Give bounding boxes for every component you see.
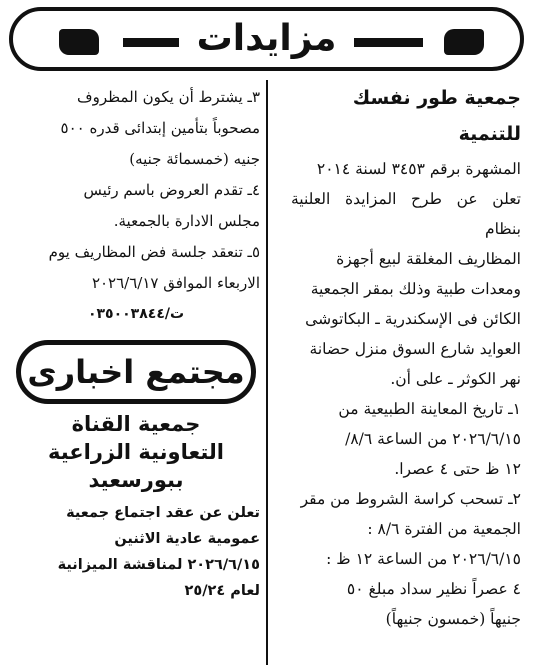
ad-line: ٢٠٢٦/٦/١٥ من الساعة ١٢ ظ : — [326, 550, 521, 568]
section-badge — [16, 340, 256, 404]
section-title: مزايدات — [179, 21, 355, 57]
ad-line: المظاريف المغلقة لبيع أجهزة — [336, 250, 521, 268]
ad-line: جنيهاً (خمسون جنيهاً) — [385, 610, 521, 628]
auction-ad-continued — [12, 82, 260, 299]
ad-line: ٤ـ تقدم العروض باسم رئيس — [83, 181, 260, 199]
ad-line: ٥ـ تنعقد جلسة فض المظاريف يوم — [48, 243, 260, 261]
header-ornament-left — [59, 29, 99, 55]
org-name: جمعية طور نفسك للتنمية — [352, 87, 521, 145]
ad-line: مصحوباً بتأمين إبتدائى قدره ٥٠٠ — [60, 119, 260, 137]
ad-line: ١٢ ظ حتى ٤ عصرا. — [394, 460, 521, 478]
section-header — [9, 7, 524, 71]
auction-ad-column — [291, 80, 521, 634]
ad-line: مجلس الادارة بالجمعية. — [113, 212, 260, 230]
coop-title-line: جمعية القناة — [71, 412, 201, 436]
column-divider — [266, 80, 268, 665]
coop-title-line: ببورسعيد — [88, 468, 184, 492]
ad-line: ٣ـ يشترط أن يكون المظروف — [77, 88, 260, 106]
ad-line: ومعدات طبية وذلك بمقر الجمعية — [310, 280, 521, 298]
ad-line: نهر الكوثر ـ على أن. — [390, 370, 521, 388]
ad-line: الكائن فى الإسكندرية ـ البكاتوشى — [305, 310, 521, 328]
badge-title: مجتمع اخبارى — [27, 353, 245, 391]
ad-line: المشهرة برقم ٣٤٥٣ لسنة ٢٠١٤ — [316, 160, 521, 178]
coop-title-line: التعاونية الزراعية — [47, 440, 225, 464]
ad-line: ٢٠٢٦/٦/١٥ من الساعة ٨/٦/ — [345, 430, 521, 448]
left-column — [12, 82, 260, 604]
coop-title — [12, 410, 260, 494]
ad-line: ١ـ تاريخ المعاينة الطبيعية من — [338, 400, 521, 418]
ad-reference: ت/٠٣٥٠٠٣٨٤٤ — [87, 306, 185, 322]
header-ornament-right — [444, 29, 484, 55]
auction-ad-body — [291, 154, 521, 634]
ad-line: جنيه (خمسمائة جنيه) — [129, 150, 260, 168]
ad-line: الاربعاء الموافق ٢٠٢٦/٦/١٧ — [91, 274, 260, 292]
coop-line: تعلن عن عقد اجتماع جمعية — [66, 505, 260, 521]
ad-line: ٢ـ تسحب كراسة الشروط من مقر — [300, 490, 521, 508]
coop-line: ٢٠٢٦/٦/١٥ لمناقشة الميزانية — [57, 557, 260, 573]
ad-line: تعلن عن طرح المزايدة العلنية بنظام — [291, 190, 521, 238]
coop-body — [12, 500, 260, 604]
ad-line: العوايد شارع السوق منزل حضانة — [309, 340, 521, 358]
ad-line: ٤ عصراً نظير سداد مبلغ ٥٠ — [346, 580, 521, 598]
ad-line: الجمعية من الفترة ٨/٦ : — [367, 520, 521, 538]
coop-line: لعام ٢٥/٢٤ — [184, 583, 260, 599]
coop-line: عمومية عادية الاثنين — [114, 531, 260, 547]
